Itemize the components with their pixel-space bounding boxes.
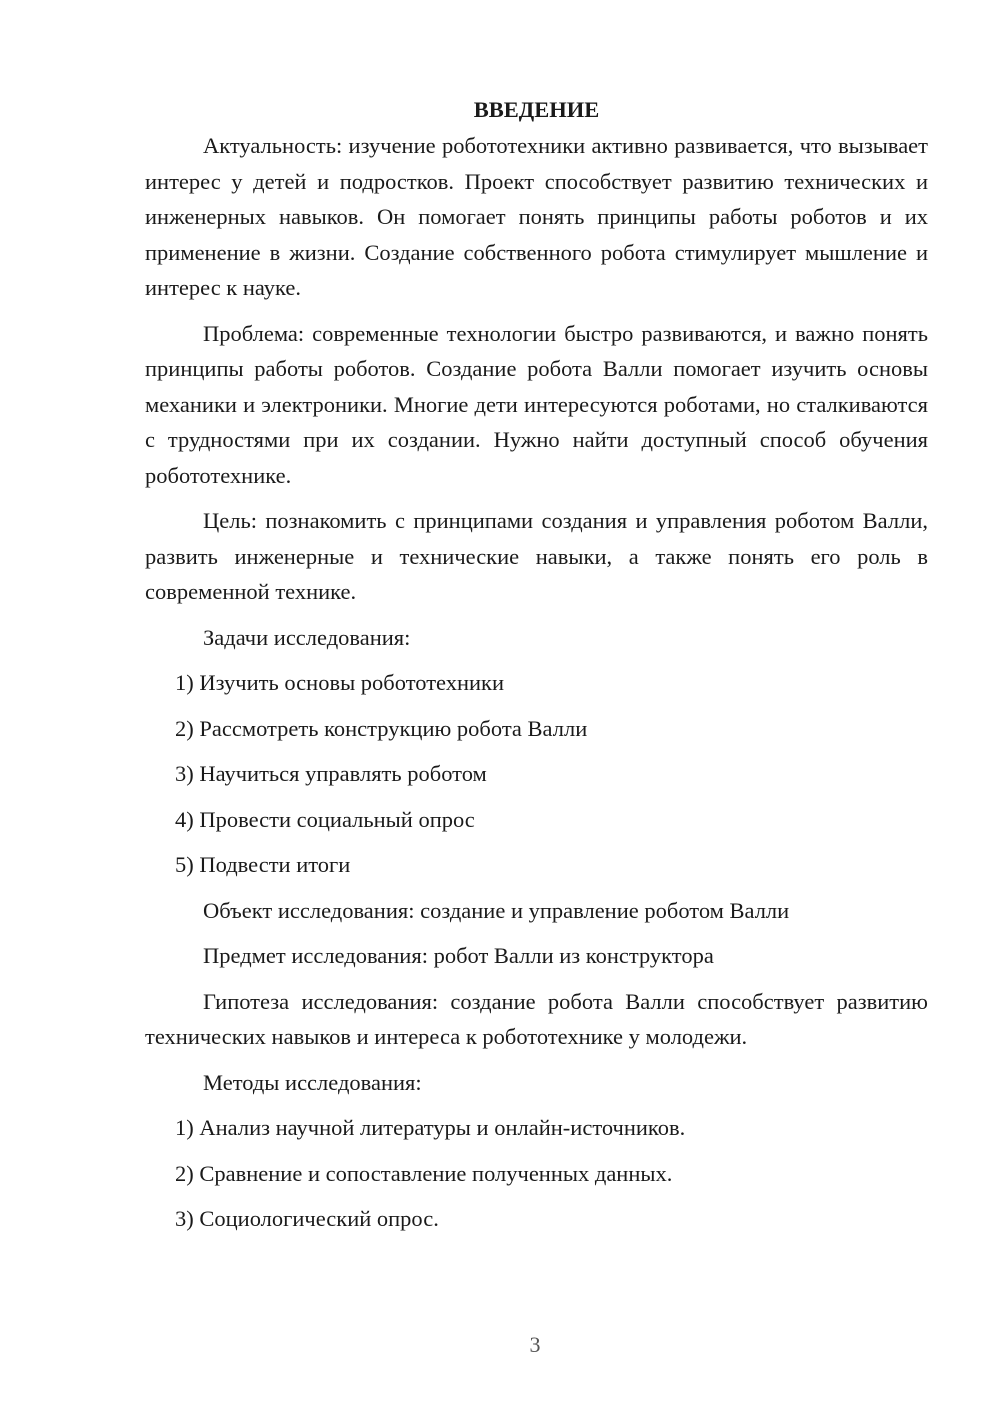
task-item: 2) Рассмотреть конструкцию робота Валли (175, 715, 588, 741)
relevance-paragraph: Актуальность: изучение робототехники активно развивается, что вызывает интерес у детей и подростков. Проект способствует развитию технических и инженерных навыков. Он помогает понять принципы работы роботов и их применение в жизни. Создание собственного робота стимулирует мышление и интерес к науке. (145, 133, 928, 300)
goal-paragraph: Цель: познакомить с принципами создания и управления роботом Валли, развить инженерные и технические навыки, а также понять его роль в современной технике. (145, 508, 928, 604)
section-title: ВВЕДЕНИЕ (473, 97, 600, 122)
problem-paragraph: Проблема: современные технологии быстро развиваются, и важно понять принципы работы роботов. Создание робота Валли помогает изучить основы механики и электроники. Многие дети интересуются роботами, но сталкиваются с трудностями при их создании. Нужно найти доступный способ обучения робототехнике. (145, 320, 928, 488)
page-number: 3 (529, 1332, 541, 1357)
research-subject: Предмет исследования: робот Валли из конструктора (203, 943, 714, 968)
task-item: 4) Провести социальный опрос (175, 806, 475, 832)
document-page (145, 92, 928, 1247)
hypothesis-paragraph: Гипотеза исследования: создание робота Валли способствует развитию технических навыков и интереса к робототехнике у молодежи. (145, 988, 928, 1049)
research-object: Объект исследования: создание и управление роботом Валли (203, 897, 790, 923)
method-item: 3) Социологический опрос. (175, 1206, 439, 1231)
method-item: 2) Сравнение и сопоставление полученных данных. (175, 1160, 673, 1186)
methods-heading: Методы исследования: (203, 1069, 422, 1095)
task-item: 5) Подвести итоги (175, 852, 351, 877)
task-item: 1) Изучить основы робототехники (175, 670, 505, 695)
method-item: 1) Анализ научной литературы и онлайн-источников. (175, 1115, 686, 1140)
tasks-heading: Задачи исследования: (203, 624, 411, 650)
task-item: 3) Научиться управлять роботом (175, 761, 487, 786)
